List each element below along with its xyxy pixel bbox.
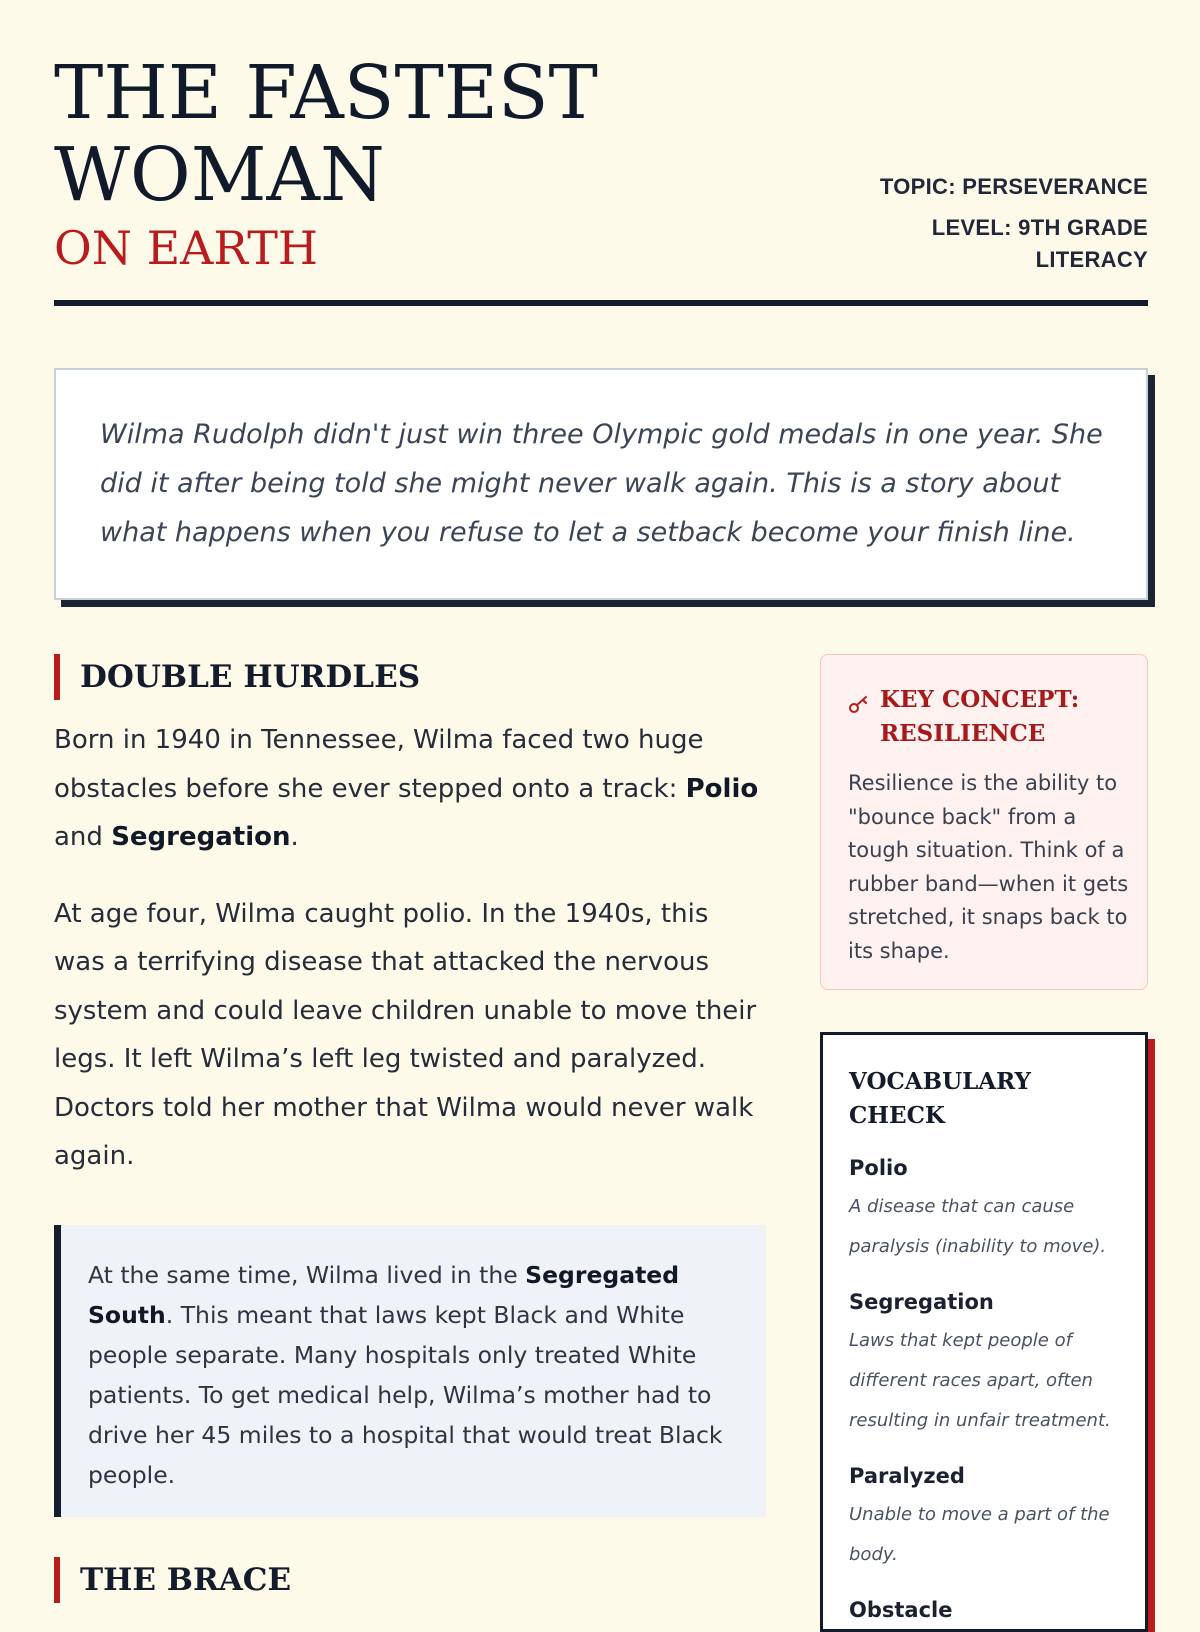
key-concept-title: KEY CONCEPT: RESILIENCE bbox=[880, 686, 1080, 747]
main-column bbox=[54, 654, 766, 1603]
key-concept-box bbox=[820, 654, 1148, 990]
callout-text bbox=[88, 1255, 746, 1495]
term-polio: Polio bbox=[685, 773, 759, 804]
paragraph-obstacles-start: Born in 1940 in Tennessee, Wilma faced two huge obstacles before she ever stepped onto a track: bbox=[54, 725, 704, 804]
vocab-term: Segregation bbox=[849, 1290, 994, 1314]
vocabulary-title: VOCABULARY CHECK bbox=[849, 1068, 1031, 1129]
vocab-definition: Laws that kept people of different races apart, often resulting in unfair treatment. bbox=[849, 1330, 1111, 1431]
vocab-item bbox=[849, 1153, 1125, 1267]
vocab-definition: Unable to move a part of the body. bbox=[849, 1504, 1110, 1565]
worksheet-header bbox=[54, 52, 1148, 310]
key-concept-header bbox=[848, 683, 1129, 751]
vocab-item bbox=[849, 1461, 1125, 1575]
vocab-term: Obstacle bbox=[849, 1598, 953, 1622]
vocab-definition: A disease that can cause paralysis (inability to move). bbox=[849, 1196, 1107, 1257]
intro-text: Wilma Rudolph didn't just win three Olympic gold medals in one year. She did it after being told she might never walk again. This is a story about what happens when you refuse to let a setback become your finish line. bbox=[100, 419, 1103, 548]
section-heading-double-hurdles: DOUBLE HURDLES bbox=[54, 654, 766, 700]
vocab-item bbox=[849, 1595, 1125, 1625]
vocab-term: Polio bbox=[849, 1156, 908, 1180]
term-segregation: Segregation bbox=[111, 822, 291, 852]
paragraph-obstacles-mid: and bbox=[54, 822, 112, 852]
header-divider bbox=[54, 300, 1148, 306]
segregation-callout bbox=[54, 1225, 766, 1517]
vocabulary-box bbox=[820, 1032, 1148, 1632]
key-icon bbox=[848, 693, 870, 715]
vocab-term: Paralyzed bbox=[849, 1464, 965, 1488]
callout-text-start: At the same time, Wilma lived in the bbox=[88, 1260, 526, 1289]
page-subtitle: ON EARTH bbox=[54, 221, 319, 275]
paragraph-obstacles-end: . bbox=[290, 822, 299, 852]
paragraph-polio: At age four, Wilma caught polio. In the 1940s, this was a terrifying disease that attacked the nervous system and could leave children unable to move their legs. It left Wilma’s left leg twisted and paralyzed. Doctors told her mother that Wilma would never walk again. bbox=[54, 898, 757, 1171]
callout-text-end: . This meant that laws kept Black and White people separate. Many hospitals only treated White patients. To get medical help, Wilma’s mother had to drive her 45 miles to a hospital that would treat Black people. bbox=[88, 1300, 723, 1489]
section-heading-the-brace: THE BRACE bbox=[54, 1557, 766, 1603]
vocab-item bbox=[849, 1287, 1125, 1441]
topic-label: TOPIC: PERSEVERANCE bbox=[879, 174, 1148, 199]
key-concept-text: Resilience is the ability to "bounce back" from a tough situation. Think of a rubber band—when it gets stretched, it snaps back to its shape. bbox=[848, 771, 1129, 963]
title-line-1: THE FASTEST bbox=[54, 50, 598, 136]
worksheet-meta bbox=[880, 172, 1148, 276]
level-label: LEVEL: 9TH GRADE LITERACY bbox=[931, 215, 1148, 272]
term-segregated-south: Segregated South bbox=[88, 1260, 680, 1329]
paragraph-obstacles bbox=[54, 716, 766, 862]
worksheet-page bbox=[54, 0, 1148, 1622]
title-line-2: WOMAN bbox=[54, 132, 385, 218]
intro-box bbox=[54, 368, 1148, 600]
